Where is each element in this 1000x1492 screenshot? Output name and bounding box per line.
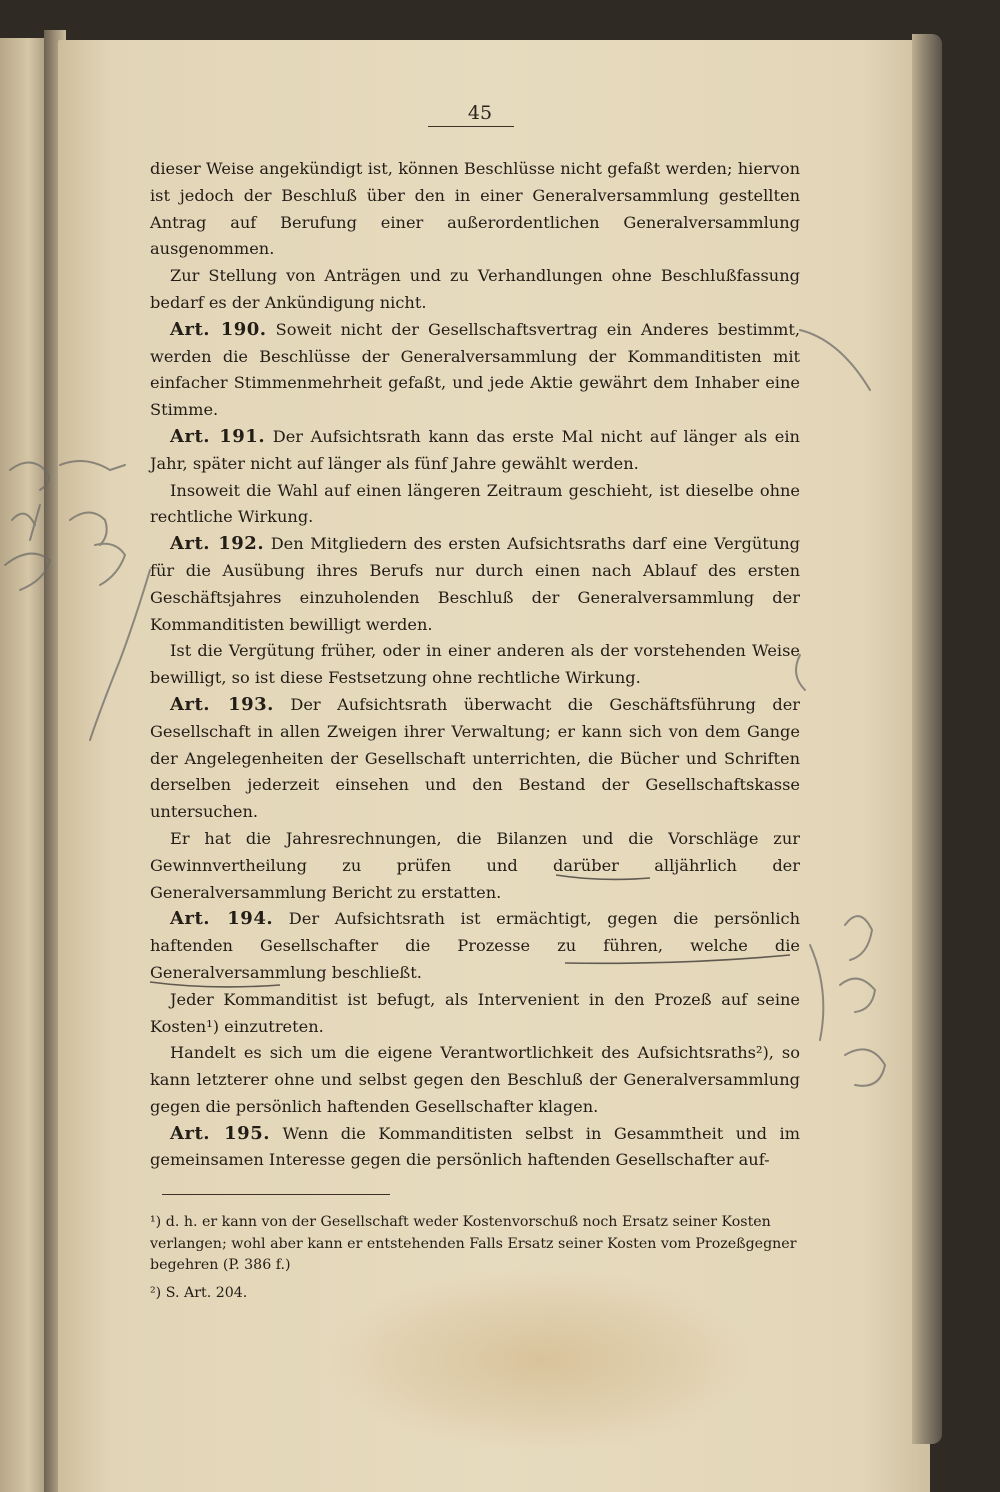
article-text: Der Aufsichtsrath kann das erste Mal nicht auf länger als ein Jahr, später nicht auf länger als fünf Jahre gewählt werden.	[150, 426, 800, 473]
article-label: Art. 194.	[170, 908, 274, 930]
article-label: Art. 193.	[170, 693, 274, 715]
article-label: Art. 190.	[170, 318, 267, 340]
paragraph-text: Er hat die Jahresrechnungen, die Bilanzen und die Vorschläge zur Gewinnvertheilung zu prüfen und darüber alljährlich der Generalversammlung Bericht zu erstatten.	[150, 828, 800, 902]
page-number: 45	[467, 102, 493, 124]
article-text: Der Aufsichtsrath ist ermächtigt, gegen die persönlich haftenden Gesellschafter die Prozesse zu führen, welche die Generalversammlung beschließt.	[150, 909, 800, 982]
article-text: Wenn die Kommanditisten selbst in Gesammtheit und im gemeinsamen Interesse gegen die persönlich haftenden Gesellschafter auf-	[150, 1123, 801, 1170]
paragraph-text: dieser Weise angekündigt ist, können Beschlüsse nicht gefaßt werden; hiervon ist jedoch der Beschluß über den in einer Generalversammlung gestellten Antrag auf Berufung einer außerordentlichen Generalversammlung ausgenommen.	[150, 159, 800, 259]
paragraph-text: Zur Stellung von Anträgen und zu Verhandlungen ohne Beschlußfassung bedarf es der Ankündigung nicht.	[150, 266, 800, 312]
paragraph-text: Ist die Vergütung früher, oder in einer anderen als der vorstehenden Weise bewilligt, so ist diese Festsetzung ohne rechtliche Wirkung.	[150, 641, 800, 688]
article-label: Art. 192.	[170, 533, 265, 555]
article-text: Soweit nicht der Gesellschaftsvertrag ein Anderes bestimmt, werden die Beschlüsse der Generalversammlung der Kommanditisten mit einfacher Stimmenmehrheit gefaßt, und jede Aktie gewährt dem Inhaber eine Stimme.	[150, 319, 800, 420]
article-text: Den Mitgliedern des ersten Aufsichtsraths darf eine Vergütung für die Ausübung ihres Berufs nur durch einen nach Ablauf des ersten Geschäftsjahres einzuholenden Beschluß der Generalversammlung der Kommanditisten bewilligt werden.	[150, 534, 800, 634]
footnote-1: ¹) d. h. er kann von der Gesellschaft weder Kostenvorschuß noch Ersatz seiner Kosten verlangen; wohl aber kann er entstehenden Falls Ersatz seiner Kosten vom Prozeßgegner begehren (P. 386 f.)	[150, 1214, 797, 1273]
paragraph-text: Insoweit die Wahl auf einen längeren Zeitraum geschieht, ist dieselbe ohne rechtliche Wirkung.	[150, 480, 800, 527]
paragraph-text: Handelt es sich um die eigene Verantwortlichkeit des Aufsichtsraths²), so kann letzterer ohne und selbst gegen den Beschluß der Generalversammlung gegen die persönlich haftenden Gesellschafter klagen.	[150, 1043, 800, 1116]
article-text: Der Aufsichtsrath überwacht die Geschäftsführung der Gesellschaft in allen Zweigen ihrer Verwaltung; er kann sich von dem Gange der Angelegenheiten der Gesellschaft unterrichten, die Bücher und Schriften derselben jederzeit einsehen und den Bestand der Gesellschaftskasse untersuchen.	[150, 694, 801, 822]
paragraph-text: Jeder Kommanditist ist befugt, als Intervenient in den Prozeß auf seine Kosten¹) einzutreten.	[150, 989, 800, 1036]
footnote-2: ²) S. Art. 204.	[150, 1284, 248, 1301]
article-label: Art. 195.	[170, 1122, 270, 1144]
article-label: Art. 191.	[170, 425, 266, 447]
